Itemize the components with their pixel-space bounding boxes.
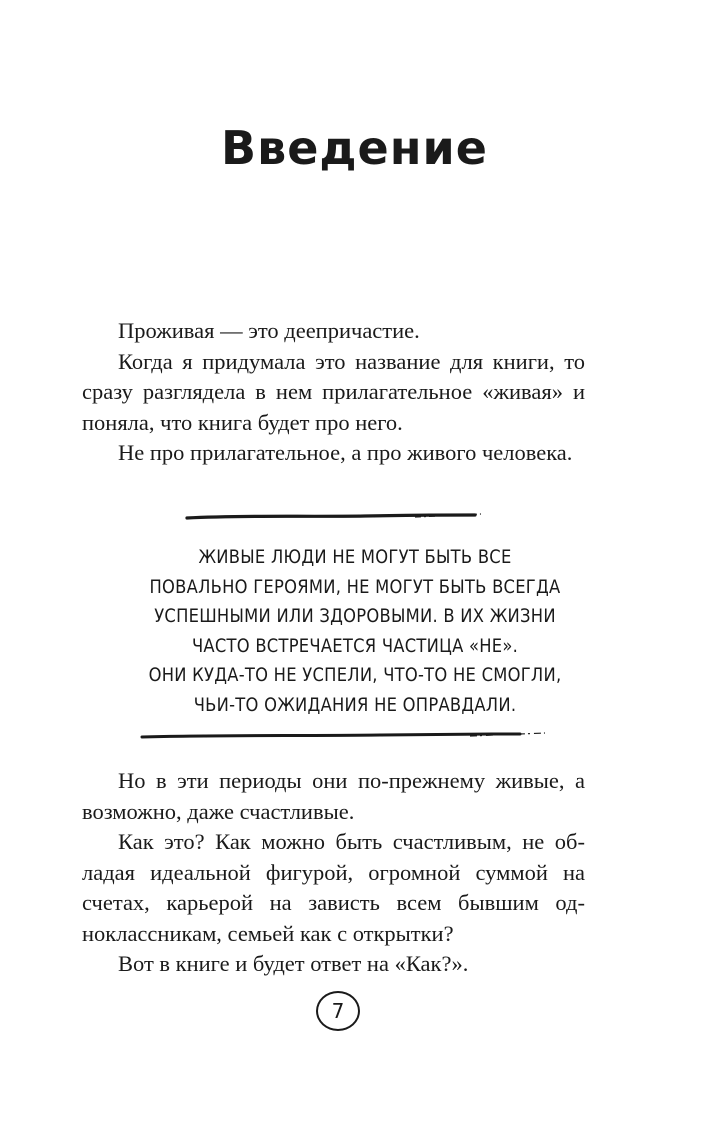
quote-line: УСПЕШНЫМИ ИЛИ ЗДОРОВЫМИ. В ИХ ЖИЗНИ xyxy=(154,605,556,627)
paragraph: Как это? Как можно быть счастливым, не обладая идеальной фигурой, огромной суммой на счетах, карьерой на зависть всем бывшим одноклассникам, семьей как с открытки? xyxy=(82,829,585,946)
quote-line: ЧАСТО ВСТРЕЧАЕТСЯ ЧАСТИЦА «НЕ». xyxy=(191,634,519,657)
page-number: 7 xyxy=(316,991,360,1031)
divider-bottom xyxy=(140,730,550,742)
quote-line: ОНИ КУДА-ТО НЕ УСПЕЛИ, ЧТО-ТО НЕ СМОГЛИ, xyxy=(148,664,562,686)
quote-line: ПОВАЛЬНО ГЕРОЯМИ, НЕ МОГУТ БЫТЬ ВСЕГДА xyxy=(149,575,561,598)
paragraph: Когда я придумала это название для книги, то сразу разглядела в нем прилагательное «живая» и поняла, что книга будет про него. xyxy=(82,348,585,435)
paragraph: Но в эти периоды они по-прежнему живые, а возможно, даже счастливые. xyxy=(82,768,585,824)
body-text xyxy=(82,766,585,980)
paragraph: Проживая — это деепричастие. xyxy=(118,318,420,343)
chapter-title: Введение xyxy=(221,121,488,175)
quote-line: ЖИВЫЕ ЛЮДИ НЕ МОГУТ БЫТЬ ВСЕ xyxy=(198,546,512,568)
pull-quote xyxy=(127,543,583,720)
paragraph: Вот в книге и будет ответ на «Как?». xyxy=(118,951,469,976)
intro-text xyxy=(82,316,585,469)
quote-line: ЧЬИ-ТО ОЖИДАНИЯ НЕ ОПРАВДАЛИ. xyxy=(193,693,517,716)
paragraph: Не про прилагательное, а про живого человека. xyxy=(118,440,573,465)
divider-top xyxy=(185,512,485,524)
